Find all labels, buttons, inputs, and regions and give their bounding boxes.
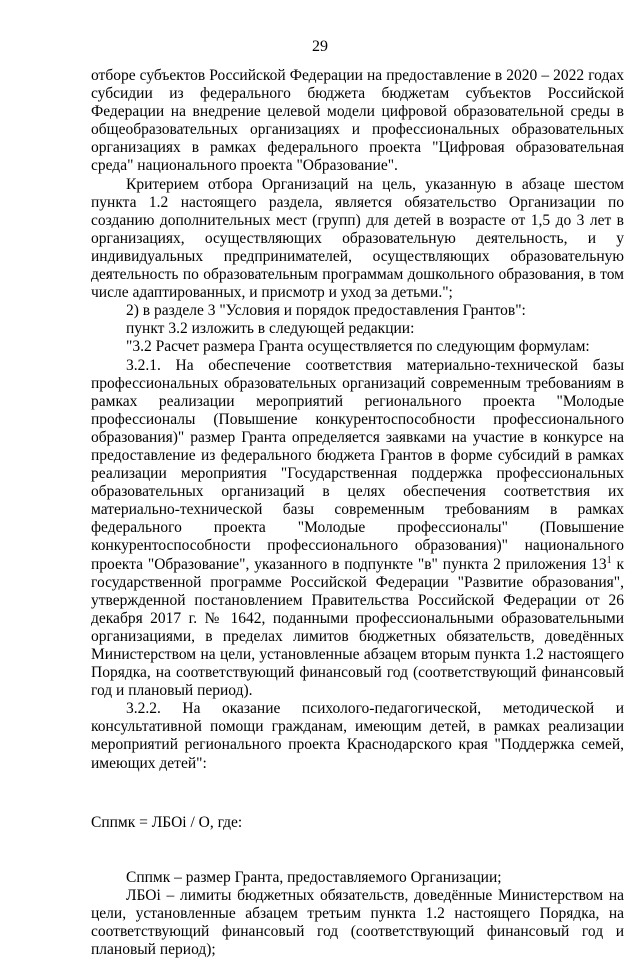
paragraph-3-2-1 [91, 357, 624, 701]
paragraph-3-2-1-text-a: 3.2.1. На обеспечение соответствия материально-технической базы профессиональных образовательных организаций современным требованиям в рамках реализации мероприятий регионального проекта "Молодые профессионалы (Повышение конкурентоспособности профессионального образования)" размер Гранта определяется заявками на участие в конкурсе на предоставление из федерального бюджета Грантов в форме субсидий в рамках реализации мероприятия "Государственная поддержка профессиональных образовательных организаций в целях обеспечения соответствия их материально-технической базы современным требованиям в рамках федерального проекта "Молодые профессионалы" (Повышение конкурентоспособности профессионального образования)" национального проекта "Образование", указанного в подпункте "в" пункта 2 приложения 13 [91, 356, 624, 573]
page-number: 29 [312, 38, 328, 55]
definition-lboi: ЛБОi – лимиты бюджетных обязательств, доведённые Министерством на цели, установленные абзацем третьим пункта 1.2 настоящего Порядка, на соответствующий финансовый год (соответствующий финансовый год и плановый период); [91, 886, 624, 959]
definition-sppmk: Сппмк – размер Гранта, предоставляемого Организации; [126, 868, 502, 886]
paragraph-item-3-2: пункт 3.2 изложить в следующей редакции: [126, 320, 415, 338]
footnote-superscript: 1 [606, 554, 612, 566]
paragraph-criterion: Критерием отбора Организаций на цель, указанную в абзаце шестом пункта 1.2 настоящего раздела, является обязательство Организации по созданию дополнительных мест (групп) для детей в возрасте от 1,5 до 3 лет в организациях, осуществляющих образовательную деятельность, и у индивидуальных предпринимателей, осуществляющих образовательную деятельность по образовательным программам дошкольного образования, в том числе адаптированных, и присмотр и уход за детьми."; [91, 175, 624, 302]
paragraph-selection-continuation: отборе субъектов Российской Федерации на предоставление в 2020 – 2022 годах субсидии из федерального бюджета бюджетам субъектов Российской Федерации на внедрение целевой модели цифровой образовательной среды в общеобразовательных организациях и профессиональных образовательных организациях в рамках федерального проекта "Цифровая образовательная среда" национального проекта "Образование". [91, 67, 624, 175]
paragraph-3-2-1-text-b: к государственной программе Российской Федерации "Развитие образования", утвержденной постановлением Правительства Российской Федерации от 26 декабря 2017 г. № 1642, поданными профессиональными образовательными организациями, в пределах лимитов бюджетных обязательств, доведённых Министерством на цели, установленные абзацем вторым пункта 1.2 настоящего Порядка, на соответствующий финансовый год (соответствующий финансовый год и плановый период). [91, 555, 624, 700]
paragraph-calculation-intro: "3.2 Расчет размера Гранта осуществляется по следующим формулам: [126, 338, 590, 356]
body-text [91, 67, 624, 959]
formula: Сппмк = ЛБОi / О, где: [91, 813, 243, 831]
paragraph-section-3: 2) в разделе 3 "Условия и порядок предоставления Грантов": [126, 302, 526, 320]
paragraph-3-2-2: 3.2.2. На оказание психолого-педагогической, методической и консультативной помощи гражданам, имеющим детей, в рамках реализации мероприятий регионального проекта Краснодарского края "Поддержка семей, имеющих детей": [91, 700, 624, 772]
